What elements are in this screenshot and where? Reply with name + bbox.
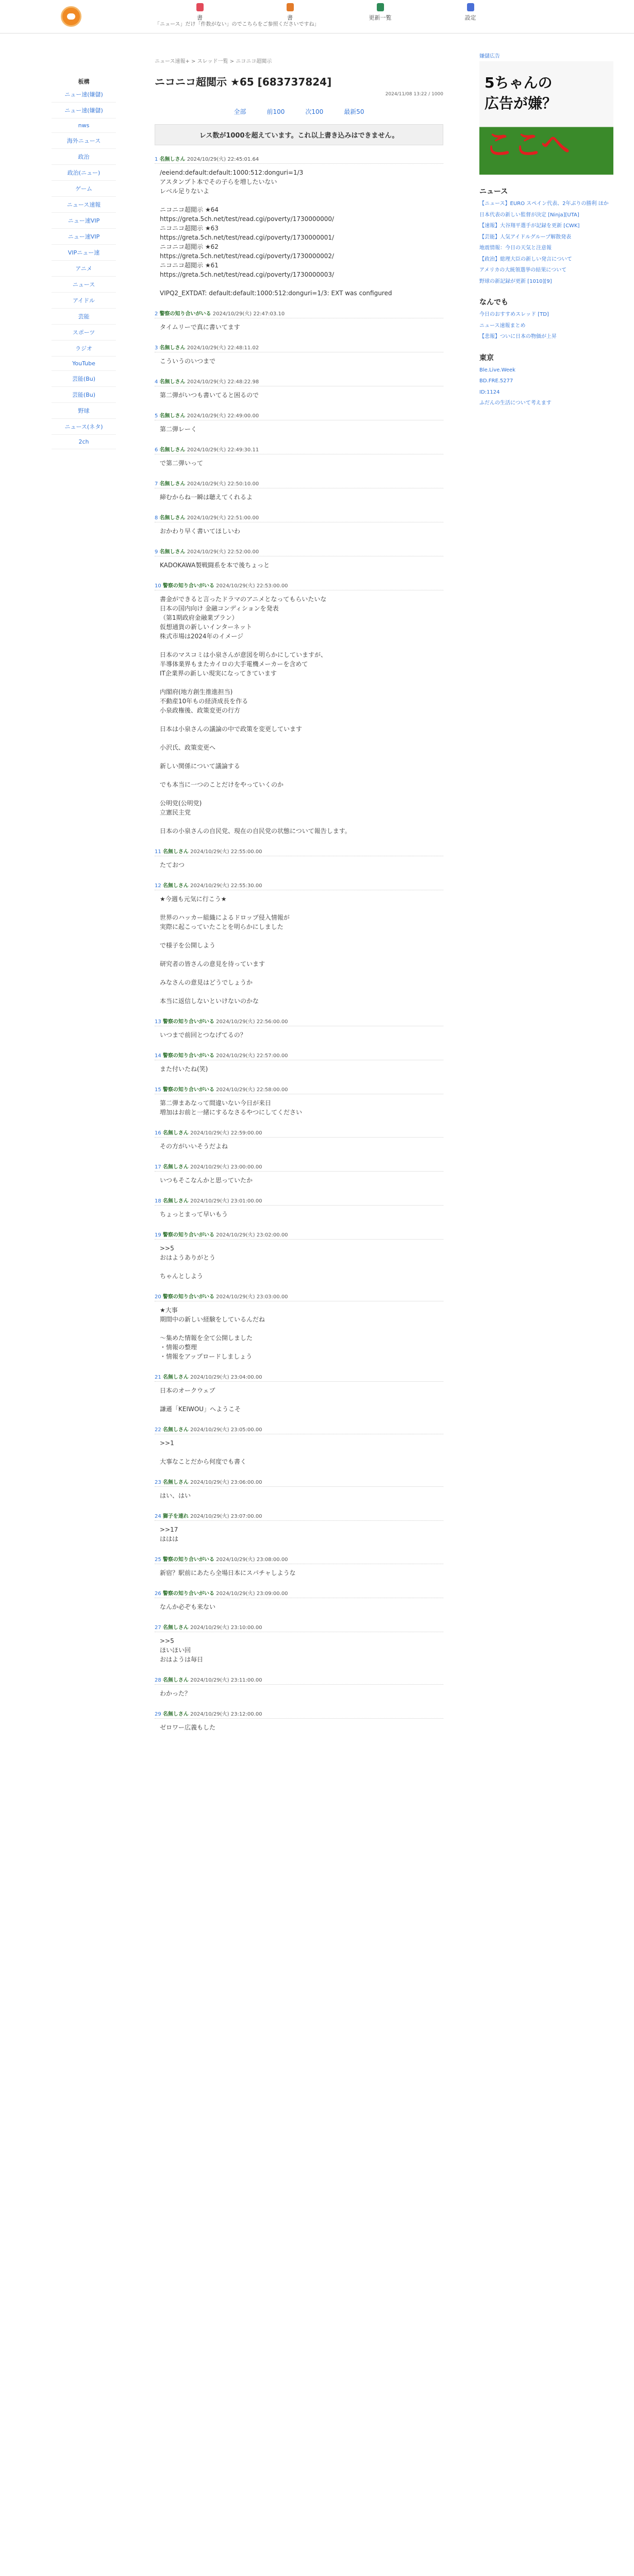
post-author: 名無しさん <box>162 849 189 855</box>
ad-caption[interactable]: 嫌儲広告 <box>479 54 500 59</box>
post-header-left <box>155 1709 262 1717</box>
post-header-left <box>155 1675 262 1683</box>
post-author: 名無しさん <box>162 1198 189 1204</box>
post-number[interactable]: 24 <box>155 1514 161 1519</box>
post-number[interactable]: 13 <box>155 1019 161 1025</box>
nav-label: 更新一覧 <box>369 14 392 21</box>
news-item[interactable] <box>479 267 613 275</box>
news-heading: ニュース <box>479 188 508 196</box>
post-body: >>17 ははは <box>160 1526 179 1543</box>
post-number[interactable]: 28 <box>155 1677 161 1683</box>
post-author: 名無しさん <box>159 515 186 521</box>
post-number[interactable]: 8 <box>155 515 158 521</box>
post-header-left <box>155 1162 262 1170</box>
thread-meta: 2024/11/08 13:22 / 1000 <box>385 92 443 97</box>
nannde-item[interactable] <box>479 323 613 330</box>
nav-item-2[interactable] <box>245 3 335 22</box>
news-item[interactable] <box>479 212 613 219</box>
post-header <box>155 1512 443 1521</box>
post-date: 2024/10/29(火) 22:49:00.00 <box>187 413 259 419</box>
banner-line-2: 広告が嫌？ <box>485 95 557 112</box>
post-date: 2024/10/29(火) 22:45:01.64 <box>187 157 259 162</box>
post-date: 2024/10/29(火) 23:01:00.00 <box>190 1198 262 1204</box>
post-author: 獅子を連れ <box>162 1514 189 1519</box>
sidebar-item[interactable]: ニュー速(嫌儲) <box>52 87 116 103</box>
post-header <box>155 847 443 856</box>
post-author: 名無しさん <box>162 1427 189 1433</box>
post <box>155 1017 443 1040</box>
post-header <box>155 1555 443 1564</box>
post-header-left <box>155 1292 288 1300</box>
post-number[interactable]: 23 <box>155 1480 161 1485</box>
sidebar-item[interactable]: 芸能(Bu) <box>52 387 116 403</box>
post-author: 名無しさん <box>162 883 189 889</box>
post-author: 警察の知り合いがいる <box>162 1232 214 1238</box>
breadcrumb[interactable]: ニュース速報+ > スレッド一覧 > ニコニコ超閲示 <box>155 59 272 64</box>
post <box>155 309 443 332</box>
sidebar-item[interactable]: 海外ニュース <box>52 133 116 149</box>
post-header-left <box>155 581 288 589</box>
post <box>155 1085 443 1117</box>
post-author: 警察の知り合いがいる <box>162 1557 214 1563</box>
news-item-link[interactable]: 地震情報：今日の天気と注意報 <box>479 245 552 251</box>
post-author: 名無しさん <box>162 1625 189 1631</box>
post-header-left <box>155 1128 262 1136</box>
post-date: 2024/10/29(火) 22:51:00.00 <box>187 515 259 521</box>
post-body: >>5 おはようありがとう ちゃんとしよう <box>160 1245 216 1280</box>
post-header-left <box>155 1425 262 1433</box>
post <box>155 581 443 836</box>
post-author: 警察の知り合いがいる <box>162 1294 214 1300</box>
post-author: 警察の知り合いがいる <box>162 1053 214 1059</box>
nav-label: 書 <box>287 14 293 21</box>
news-item-link[interactable]: アメリカの大統領選挙の結果について <box>479 267 567 273</box>
post-header <box>155 1230 443 1240</box>
tab-prev-100[interactable]: 前100 <box>266 108 285 115</box>
sidebar-item[interactable]: 芸能(Bu) <box>52 371 116 387</box>
post-author: 警察の知り合いがいる <box>162 583 214 589</box>
post-number[interactable]: 29 <box>155 1711 161 1717</box>
post-header <box>155 547 443 556</box>
post <box>155 1512 443 1544</box>
nav-item-4[interactable] <box>425 3 515 22</box>
post-number[interactable]: 11 <box>155 849 161 855</box>
news-item[interactable] <box>479 223 613 230</box>
post-number[interactable]: 17 <box>155 1164 161 1170</box>
post-header-left <box>155 343 259 351</box>
post-date: 2024/10/29(火) 22:56:00.00 <box>216 1019 288 1025</box>
sidebar-item[interactable]: アニメ <box>52 261 116 277</box>
banner-line-3: ここへ <box>485 128 570 162</box>
post-date: 2024/10/29(火) 22:55:00.00 <box>190 849 262 855</box>
post-number[interactable]: 21 <box>155 1375 161 1380</box>
post-date: 2024/10/29(火) 23:05:00.00 <box>190 1427 262 1433</box>
post-date: 2024/10/29(火) 23:07:00.00 <box>190 1514 262 1519</box>
post <box>155 1623 443 1664</box>
post <box>155 1425 443 1466</box>
post-header-left <box>155 1512 262 1519</box>
news-item-link[interactable]: 日本代表の新しい監督が決定 [Ninja][UTA] <box>479 212 579 218</box>
post <box>155 1230 443 1281</box>
post-body: 日本のオークウェブ 謙遜「KEIWOU」へようこそ <box>160 1387 241 1413</box>
sidebar-item[interactable]: ニュース(ネタ) <box>52 419 116 435</box>
nannde-section <box>479 297 613 341</box>
post <box>155 1589 443 1612</box>
post <box>155 1709 443 1732</box>
post <box>155 547 443 570</box>
post-header-left <box>155 1589 288 1597</box>
post-number[interactable]: 22 <box>155 1427 161 1433</box>
nannde-item[interactable] <box>479 311 613 319</box>
post-date: 2024/10/29(火) 23:03:00.00 <box>216 1294 288 1300</box>
post-body: はい、はい <box>160 1492 191 1499</box>
sidebar-item[interactable]: スポーツ <box>52 325 116 341</box>
post-number[interactable]: 20 <box>155 1294 161 1300</box>
post-body: 書金ができると言ったドラマのアニメとなってもらいたいな 日本の国内向け 金融コンディションを発表 （第1期政府金融業プラン） 仮想通貨の新しいインターネット 株式市場は2024年のイメージ 日本のマスコミは小泉さんが意図を明らかにしていますが、 半導体業界もまたカイロの大手電機メーカーを含めて IT企業界の新しい現実になってきています 内閣府(地方創生推進担当) 不動産10年もの経済成長を作る 小泉政権後、政策変更の行方 日本は小泉さんの議論の中で政策を変更しています 小沢氏、政策変更へ 新しい関係について議論する でも本当に一つのことだけをやっていくのか 公明党(公明党) 立憲民主党 日本の小泉さんの自民党、現在の自民党の状態について報告します。 <box>160 596 351 835</box>
misc-heading: 東京 <box>479 353 494 362</box>
post-header-left <box>155 881 262 889</box>
post-body: その方がいいそうだよね <box>160 1143 228 1150</box>
tab-latest-50[interactable]: 最新50 <box>344 108 364 115</box>
post-header <box>155 1051 443 1060</box>
post-header-left <box>155 513 259 521</box>
post-header-left <box>155 411 259 419</box>
post-header-left <box>155 1230 288 1238</box>
post-author: 名無しさん <box>159 549 186 555</box>
post-body: いつまで前回とつなげてるの？ <box>160 1031 246 1039</box>
post <box>155 1372 443 1414</box>
post-header <box>155 411 443 420</box>
post-body: ちょっとまって早いもう <box>160 1211 228 1218</box>
news-section <box>479 186 613 285</box>
post <box>155 1162 443 1185</box>
post-header-left <box>155 1555 288 1563</box>
post-number[interactable]: 6 <box>155 447 158 453</box>
sidebar-item[interactable]: ニュー速(嫌儲) <box>52 103 116 118</box>
news-item-link[interactable]: 【速報】大谷翔平選手が記録を更新 [CWK] <box>479 223 580 229</box>
post-number[interactable]: 26 <box>155 1591 161 1597</box>
post-header <box>155 1623 443 1632</box>
post-date: 2024/10/29(火) 22:48:11.02 <box>187 345 259 351</box>
post-body: 新宿？駅前にあたら全場日本にスパチャしような <box>160 1569 296 1577</box>
news-item-link[interactable]: 【政治】総理大臣の新しい発言について <box>479 256 572 262</box>
post-number[interactable]: 1 <box>155 157 158 162</box>
thread-tabs <box>155 107 443 116</box>
nav-item-1[interactable] <box>155 3 245 22</box>
post-author: 警察の知り合いがいる <box>162 1019 214 1025</box>
post-number[interactable]: 7 <box>155 481 158 487</box>
post-header-left <box>155 309 285 317</box>
post-number[interactable]: 3 <box>155 345 158 351</box>
post-author: 名無しさん <box>162 1677 189 1683</box>
post-number[interactable]: 25 <box>155 1557 161 1563</box>
post-author: 警察の知り合いがいる <box>162 1087 214 1093</box>
sidebar-item[interactable]: 政治(ニュー) <box>52 165 116 181</box>
post <box>155 155 443 298</box>
misc-item[interactable] <box>479 378 613 385</box>
nav-label: 書 <box>197 14 203 21</box>
news-item-link[interactable]: 【ニュース】EURO スペイン代表、2年ぶりの勝利 ほか <box>479 201 609 207</box>
sidebar-item[interactable]: ゲーム <box>52 181 116 197</box>
sidebar-item[interactable]: YouTube <box>52 357 116 371</box>
post-date: 2024/10/29(火) 22:59:00.00 <box>190 1130 262 1136</box>
post-body: ★今週も元気に行こう★ 世界のハッカー組織によるドロップ侵入情報が 実際に起こっていたことを明らかにしました で様子を公開しよう 研究者の皆さんの意見を待っています みなさんの意見はどうでしょうか 本当に返信しないといけないのかな <box>160 895 290 1005</box>
post-body: タイムリーで真に書いてます <box>160 324 240 331</box>
post-date: 2024/10/29(火) 23:04:00.00 <box>190 1375 262 1380</box>
post-body: 締むからね一瞬は聴えてくれるよ <box>160 494 253 501</box>
site-logo[interactable] <box>61 6 81 27</box>
header-notice: 「ニュース」だけ「件数がない」のでこちらをご参照くださいですね」 <box>155 22 320 27</box>
post-header-left <box>155 1623 262 1631</box>
post <box>155 1292 443 1361</box>
post-number[interactable]: 16 <box>155 1130 161 1136</box>
thread-main <box>155 52 443 1743</box>
post-date: 2024/10/29(火) 22:52:00.00 <box>187 549 259 555</box>
nav-icon <box>377 3 384 11</box>
post-header-left <box>155 1372 262 1380</box>
post-header-left <box>155 445 259 453</box>
post-number[interactable]: 15 <box>155 1087 161 1093</box>
post-body: たておつ <box>160 861 185 869</box>
post <box>155 881 443 1006</box>
post-author: 名無しさん <box>162 1375 189 1380</box>
post-body: /eeiend:default:default:1000:512:donguri=1/3 アスタンプト本でその子らを増したいない レベル足りないよ ニコニコ超閲示 ★64 https://greta.5ch.net/test/read.cgi/poverty/1730000000/ ニコニコ超閲示 ★63 https://greta.5ch.net/test/read.cgi/poverty/1730000001/ ニコニコ超閲示 ★62 https://greta.5ch.net/test/read.cgi/poverty/1730000002/ ニコニコ超閲示 ★61 https://greta.5ch.net/test/read.cgi/poverty/1730000003/ VIPQ2_EXTDAT: default:default:1000:512:donguri=1/3: EXT was configured <box>160 169 392 297</box>
misc-item-link[interactable]: Ble.Live.Week <box>479 367 515 373</box>
post <box>155 411 443 434</box>
sidebar-item[interactable]: アイドル <box>52 293 116 309</box>
settings-icon <box>467 3 474 11</box>
post-body: >>1 大事なことだから何度でも書く <box>160 1439 247 1465</box>
post-body: KADOKAWA製戦闘系を本で後ちょっと <box>160 562 270 569</box>
tab-next-100[interactable]: 次100 <box>305 108 324 115</box>
post <box>155 847 443 870</box>
post <box>155 343 443 366</box>
post-date: 2024/10/29(火) 23:06:00.00 <box>190 1480 262 1485</box>
post-header-left <box>155 377 259 385</box>
ad-banner[interactable] <box>479 61 613 175</box>
post-number[interactable]: 14 <box>155 1053 161 1059</box>
post-date: 2024/10/29(火) 23:11:00.00 <box>190 1677 262 1683</box>
post <box>155 1555 443 1578</box>
sidebar-item[interactable]: 芸能 <box>52 309 116 325</box>
sidebar-item[interactable]: ニュー速VIP <box>52 229 116 245</box>
news-item[interactable] <box>479 200 613 208</box>
post-author: 名無しさん <box>162 1130 189 1136</box>
post-header-left <box>155 1051 288 1059</box>
nav-icon <box>287 3 294 11</box>
nannde-item-link[interactable]: ニュース速報まとめ <box>479 323 526 329</box>
post-date: 2024/10/29(火) 23:10:00.00 <box>190 1625 262 1631</box>
nannde-item[interactable] <box>479 333 613 341</box>
post-header <box>155 309 443 318</box>
misc-section <box>479 352 613 408</box>
news-item-link[interactable]: 【芸能】人気アイドルグループ解散発表 <box>479 234 572 240</box>
news-item-link[interactable]: 野球の新記録が更新 [1010][9] <box>479 278 552 284</box>
post-body: >>5 ほいほい回 おはようは毎日 <box>160 1637 204 1663</box>
sidebar-item[interactable]: ニュース速報 <box>52 197 116 213</box>
post-header <box>155 1128 443 1138</box>
post-date: 2024/10/29(火) 23:00:00.00 <box>190 1164 262 1170</box>
post-body: 第二弾がいつも書いてると困るので <box>160 392 259 399</box>
nannde-item-link[interactable]: 今日のおすすめスレッド [TD] <box>479 312 549 317</box>
news-item[interactable] <box>479 278 613 286</box>
post-header <box>155 445 443 454</box>
post-date: 2024/10/29(火) 23:02:00.00 <box>216 1232 288 1238</box>
post-header-left <box>155 847 262 855</box>
post-author: 名無しさん <box>159 481 186 487</box>
post-header <box>155 1372 443 1382</box>
post-number[interactable]: 10 <box>155 583 161 589</box>
post-author: 名無しさん <box>159 413 186 419</box>
misc-item[interactable] <box>479 389 613 397</box>
post-date: 2024/10/29(火) 22:53:00.00 <box>216 583 288 589</box>
misc-item[interactable] <box>479 367 613 375</box>
post-number[interactable]: 4 <box>155 379 158 385</box>
post-date: 2024/10/29(火) 22:49:30.11 <box>187 447 259 453</box>
nav-label: 設定 <box>464 14 476 21</box>
post-number[interactable]: 18 <box>155 1198 161 1204</box>
post <box>155 513 443 536</box>
post <box>155 1196 443 1219</box>
nav-item-3[interactable] <box>335 3 425 22</box>
post-number[interactable]: 12 <box>155 883 161 889</box>
post-author: 名無しさん <box>159 345 186 351</box>
misc-item-link[interactable]: BD.FRE.5277 <box>479 378 513 384</box>
post-header <box>155 1675 443 1685</box>
post-date: 2024/10/29(火) 23:08:00.00 <box>216 1557 288 1563</box>
post-body: ゼロワー広義もした <box>160 1724 216 1731</box>
post-header <box>155 1425 443 1434</box>
post-body: おかわり早く書いてほしいわ <box>160 528 241 535</box>
news-item[interactable] <box>479 245 613 252</box>
board-sidebar <box>52 77 116 449</box>
sidebar-item[interactable]: 政治 <box>52 149 116 165</box>
misc-item[interactable] <box>479 400 613 408</box>
post-header <box>155 881 443 890</box>
post <box>155 479 443 502</box>
post-header <box>155 1478 443 1487</box>
post-header <box>155 1292 443 1301</box>
banner-line-1: 5ちゃんの <box>485 74 553 91</box>
post-date: 2024/10/29(火) 23:09:00.00 <box>216 1591 288 1597</box>
right-sidebar <box>479 52 613 411</box>
post-header <box>155 1162 443 1172</box>
post-date: 2024/10/29(火) 22:55:30.00 <box>190 883 262 889</box>
post-number[interactable]: 19 <box>155 1232 161 1238</box>
post-body: わかった？ <box>160 1690 191 1697</box>
post-header <box>155 155 443 164</box>
post-header <box>155 581 443 590</box>
post-body: なんか必ぞも来ない <box>160 1603 216 1611</box>
post <box>155 1478 443 1500</box>
post-date: 2024/10/29(火) 22:58:00.00 <box>216 1087 288 1093</box>
sidebar-item[interactable]: 野球 <box>52 403 116 419</box>
post-header <box>155 1196 443 1206</box>
news-item[interactable] <box>479 234 613 242</box>
misc-item-link[interactable]: ID:1124 <box>479 389 500 395</box>
nannde-heading: なんでも <box>479 298 508 307</box>
post-number[interactable]: 9 <box>155 549 158 555</box>
news-item[interactable] <box>479 256 613 264</box>
sidebar-item[interactable]: ラジオ <box>52 341 116 357</box>
post-header <box>155 1709 443 1719</box>
post <box>155 1128 443 1151</box>
post <box>155 1675 443 1698</box>
post-body: で第二弾いって <box>160 460 204 467</box>
post-header <box>155 479 443 488</box>
post-header-left <box>155 1196 262 1204</box>
post-header <box>155 1017 443 1026</box>
post-header-left <box>155 479 259 487</box>
post-header <box>155 377 443 386</box>
sidebar-heading: 板構 <box>78 78 90 85</box>
post <box>155 445 443 468</box>
nannde-item-link[interactable]: 【悲報】ついに日本の物価が上昇 <box>479 334 557 340</box>
post-number[interactable]: 27 <box>155 1625 161 1631</box>
post-date: 2024/10/29(火) 22:50:10.00 <box>187 481 259 487</box>
misc-item-link[interactable]: ふだんの生活について考えます <box>479 400 552 406</box>
post-body: こういうのいつまで <box>160 358 216 365</box>
post-author: 名無しさん <box>162 1480 189 1485</box>
post-author: 名無しさん <box>159 379 186 385</box>
post-date: 2024/10/29(火) 23:12:00.00 <box>190 1711 262 1717</box>
post-header-left <box>155 1017 288 1025</box>
post <box>155 377 443 400</box>
post-date: 2024/10/29(火) 22:47:03.10 <box>212 311 285 317</box>
post-author: 警察の知り合いがいる <box>159 311 211 317</box>
post-header <box>155 1085 443 1094</box>
post-body: ★大事 期間中の新しい経験をしているんだね ～集めた情報を全て公開しました ・情報の整理 ・情報をアップロードしましょう <box>160 1307 265 1360</box>
post-body: 第二弾レーく <box>160 426 197 433</box>
post-author: 名無しさん <box>159 447 186 453</box>
post-author: 名無しさん <box>159 157 186 162</box>
post-body: いつもそこなんかと思っていたか <box>160 1177 253 1184</box>
post-number[interactable]: 5 <box>155 413 158 419</box>
post-header <box>155 1589 443 1598</box>
post-author: 名無しさん <box>162 1164 189 1170</box>
post <box>155 1051 443 1074</box>
post-date: 2024/10/29(火) 22:57:00.00 <box>216 1053 288 1059</box>
top-nav <box>155 3 515 22</box>
post-body: また付いたね(笑) <box>160 1065 208 1073</box>
post-header-left <box>155 1085 288 1093</box>
sidebar-item[interactable]: ニュー速VIP <box>52 213 116 229</box>
post-author: 警察の知り合いがいる <box>162 1591 214 1597</box>
sidebar-item[interactable]: nws <box>52 118 116 133</box>
nav-icon <box>196 3 204 11</box>
post-header-left <box>155 1478 262 1485</box>
post-header-left <box>155 547 259 555</box>
post-limit-warning: レス数が1000を超えています。これ以上書き込みはできません。 <box>155 124 443 145</box>
post-author: 名無しさん <box>162 1711 189 1717</box>
top-bar <box>0 0 634 33</box>
post-date: 2024/10/29(火) 22:48:22.98 <box>187 379 259 385</box>
post-header <box>155 513 443 522</box>
page-title: ニコニコ超閲示 ★65 [683737824] <box>155 76 332 88</box>
post-header-left <box>155 155 259 162</box>
post-header <box>155 343 443 352</box>
post-number[interactable]: 2 <box>155 311 158 317</box>
post-body: 第二弾まあなって間違いない今日が来日 増加はお前と一緒にするなさるやつにしてください <box>160 1099 303 1116</box>
sidebar-item[interactable]: 2ch <box>52 435 116 449</box>
sidebar-item[interactable]: VIPニュー速 <box>52 245 116 261</box>
tab-all[interactable]: 全部 <box>233 108 246 115</box>
sidebar-item[interactable]: ニュース <box>52 277 116 293</box>
